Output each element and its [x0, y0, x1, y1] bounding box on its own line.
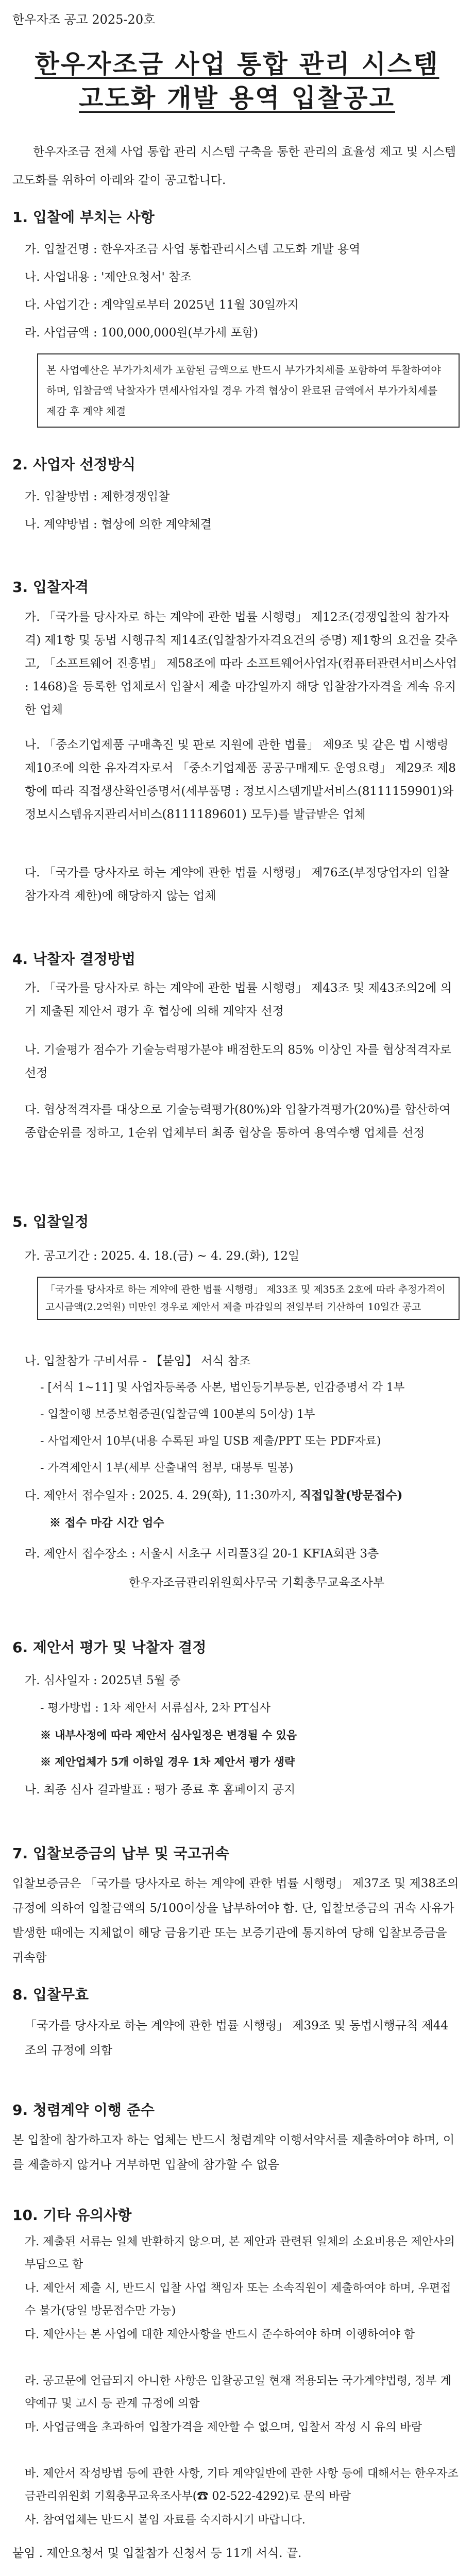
s3-item-b: 나. 「중소기업제품 구매촉진 및 판로 지원에 관한 법률」 제9조 및 같은 법 시행령 제10조에 의한 유자격자로서 「중소기업제품 공공구매제도 운영요령」 제29조 제8항에 따라 직접생산확인증명서(세부품명 : 정보시스템개발서비스(8111159901)와 정보시스템유지관리서비스(8111189601) 모두)를 발급받은 업체 — [25, 738, 456, 821]
s2-item-a: 가. 입찰방법 : 제한경쟁입찰 — [25, 490, 170, 503]
s2-item-b: 나. 계약방법 : 협상에 의한 계약체결 — [25, 518, 212, 531]
s6-note-1: ※ 내부사정에 따라 제안서 심사일정은 변경될 수 있음 — [40, 1728, 297, 1741]
s5-doc-3: - 사업제안서 10부(내용 수록된 파일 USB 제출/PPT 또는 PDF자료) — [40, 1435, 381, 1448]
s1-item-d: 라. 사업금액 : 100,000,000원(부가세 포함) — [25, 326, 258, 340]
s5-note-box: 「국가를 당사자로 하는 계약에 관한 법률 시행령」 제33조 및 제35조 2호에 따라 추정가격이 고시금액(2.2억원) 미만인 경우로 제안서 제출 마감일의 전일부터 기산하여 10일간 공고 — [37, 1277, 460, 1320]
s4-item-b: 나. 기술평가 점수가 기술능력평가분야 배점한도의 85% 이상인 자를 협상적격자로 선정 — [25, 1043, 451, 1080]
s1-item-b: 나. 사업내용 : '제안요청서' 참조 — [25, 270, 192, 284]
section-4-heading: 4. 낙찰자 결정방법 — [12, 951, 136, 968]
section-1-heading: 1. 입찰에 부치는 사항 — [12, 209, 155, 226]
title-line-1: 한우자조금 사업 통합 관리 시스템 — [35, 49, 439, 79]
section-5-heading: 5. 입찰일정 — [12, 1213, 89, 1230]
s5-doc-2: - 입찰이행 보증보험증권(입찰금액 100분의 5이상) 1부 — [40, 1408, 315, 1421]
section-7-heading: 7. 입찰보증금의 납부 및 국고귀속 — [12, 1845, 229, 1862]
s5-doc-4: - 가격제안서 1부(세부 산출내역 첨부, 대봉투 밀봉) — [40, 1462, 294, 1475]
s1-note-box: 본 사업예산은 부가가치세가 포함된 금액으로 반드시 부가가치세를 포함하여 투찰하여야 하며, 입찰금액 낙찰자가 면세사업자일 경우 가격 협상이 완료된 금액에서 부가가치세를 제감 후 계약 체결 — [37, 353, 460, 428]
s9-text: 본 입찰에 참가하고자 하는 업체는 반드시 청렴계약 이행서약서를 제출하여야 하며, 이를 제출하지 않거나 거부하면 입찰에 참가할 수 없음 — [12, 2133, 455, 2172]
document-number: 한우자조 공고 2025-20호 — [12, 12, 156, 27]
section-8-heading: 8. 입찰무효 — [12, 1986, 89, 2003]
title-line-2: 고도화 개발 용역 입찰공고 — [79, 83, 395, 113]
s10-item-b: 나. 제안서 제출 시, 반드시 입찰 사업 책임자 또는 소속직원이 제출하여야 하며, 우편접수 불가(당일 방문접수만 가능) — [25, 2282, 451, 2317]
s10-item-a: 가. 제출된 서류는 일체 반환하지 않으며, 본 제안과 관련된 일체의 소요비용은 제안사의 부담으로 함 — [25, 2235, 455, 2271]
s5-deadline-note: ※ 접수 마감 시간 엄수 — [49, 1516, 164, 1530]
s10-item-d: 라. 공고문에 언급되지 아니한 사항은 입찰공고일 현재 적용되는 국가계약법령, 정부 계약예규 및 고시 등 관계 규정에 의함 — [25, 2375, 451, 2410]
s5-place-dept: 한우자조금관리위원회사무국 기획총무교육조사부 — [129, 1576, 385, 1589]
s6-note-2: ※ 제안업체가 5개 이하일 경우 1차 제안서 평가 생략 — [40, 1755, 295, 1768]
section-6-heading: 6. 제안서 평가 및 낙찰자 결정 — [12, 1639, 207, 1656]
s8-text: 「국가를 당사자로 하는 계약에 관한 법률 시행령」 제39조 및 동법시행규칙 제44조의 규정에 의함 — [25, 2019, 448, 2057]
s4-item-c: 다. 협상적격자를 대상으로 기술능력평가(80%)와 입찰가격평가(20%)를 합산하여 종합순위를 정하고, 1순위 업체부터 최종 협상을 통하여 용역수행 업체를 선정 — [25, 1103, 451, 1140]
s1-item-c: 다. 사업기간 : 계약일로부터 2025년 11월 30일까지 — [25, 298, 299, 312]
s10-item-f: 바. 제안서 작성방법 등에 관한 사항, 기타 계약일반에 관한 사항 등에 대해서는 한우자조금관리위원회 기획총무교육조사부(☎ 02-522-4292)로 문의 바람 — [25, 2467, 459, 2503]
s3-item-c: 다. 「국가를 당사자로 하는 계약에 관한 법률 시행령」 제76조(부정당업자의 입찰참가자격 제한)에 해당하지 않는 업체 — [25, 866, 449, 903]
s1-item-a: 가. 입찰건명 : 한우자조금 사업 통합관리시스템 고도화 개발 용역 — [25, 243, 361, 256]
s4-item-a: 가. 「국가를 당사자로 하는 계약에 관한 법률 시행령」 제43조 및 제43조의2에 의거 제출된 제안서 평가 후 협상에 의해 계약자 선정 — [25, 981, 452, 1018]
section-2-heading: 2. 사업자 선정방식 — [12, 456, 136, 473]
s6-result: 나. 최종 심사 결과발표 : 평가 종료 후 홈페이지 공지 — [25, 1783, 296, 1797]
s10-item-g: 사. 참여업체는 반드시 붙임 자료를 숙지하시기 바랍니다. — [25, 2514, 306, 2527]
notice-title — [0, 47, 474, 115]
section-10-heading: 10. 기타 유의사항 — [12, 2207, 132, 2224]
s10-item-c: 다. 제안사는 본 사업에 대한 제안사항을 반드시 준수하여야 하며 이행하여야 함 — [25, 2328, 415, 2341]
s5-deadline-text: 다. 제안서 접수일자 : 2025. 4. 29(화), 11:30까지, — [25, 1489, 300, 1502]
s5-doc-1: - [서식 1~11] 및 사업자등록증 사본, 법인등기부등본, 인감증명서 각 1부 — [40, 1381, 405, 1394]
s6-plan: - 평가방법 : 1차 제안서 서류심사, 2차 PT심사 — [40, 1702, 271, 1715]
intro-paragraph: 한우자조금 전체 사업 통합 관리 시스템 구축을 통한 관리의 효율성 제고 및 시스템 고도화를 위하여 아래와 같이 공고합니다. — [12, 145, 456, 187]
s6-date: 가. 심사일자 : 2025년 5월 중 — [25, 1674, 181, 1687]
s5-deadline-method: 직접입찰(방문접수) — [299, 1488, 403, 1502]
s5-place: 라. 제안서 접수장소 : 서울시 서초구 서리풀3길 20-1 KFIA회관 3층 — [25, 1547, 379, 1561]
s7-text: 입찰보증금은 「국가를 당사자로 하는 계약에 관한 법률 시행령」 제37조 및 제38조의 규정에 의하여 입찰금액의 5/100이상을 납부하여야 함. 단, 입찰보증금의 귀속 사유가 발생한 때에는 지체없이 해당 금융기관 또는 보증기관에 통지하여 당해 입찰보증금을 귀속함 — [12, 1877, 459, 1964]
s5-apply: 나. 입찰참가 구비서류 - 【붙임】 서식 참조 — [25, 1354, 251, 1368]
section-3-heading: 3. 입찰자격 — [12, 579, 89, 596]
s5-period: 가. 공고기간 : 2025. 4. 18.(금) ~ 4. 29.(화), 12일 — [25, 1249, 300, 1263]
s10-item-e: 마. 사업금액을 초과하여 입찰가격을 제안할 수 없으며, 입찰서 작성 시 유의 바람 — [25, 2421, 422, 2434]
s5-deadline — [25, 1482, 459, 1510]
section-9-heading: 9. 청렴계약 이행 준수 — [12, 2102, 155, 2119]
attachment-note: 붙임 . 제안요청서 및 입찰참가 신청서 등 11개 서식. 끝. — [12, 2547, 302, 2560]
s3-item-a: 가. 「국가를 당사자로 하는 계약에 관한 법률 시행령」 제12조(경쟁입찰의 참가자격) 제1항 및 동법 시행규칙 제14조(입찰참가자격요건의 증명) 제1항의 요건을 갖추고, 「소프트웨어 진흥법」 제58조에 따라 소프트웨어사업자(컴퓨터관련서비스사업 : 1468)을 등록한 업체로서 입찰서 제출 마감일까지 해당 입찰참가자격을 계속 유지한 업체 — [25, 611, 458, 717]
